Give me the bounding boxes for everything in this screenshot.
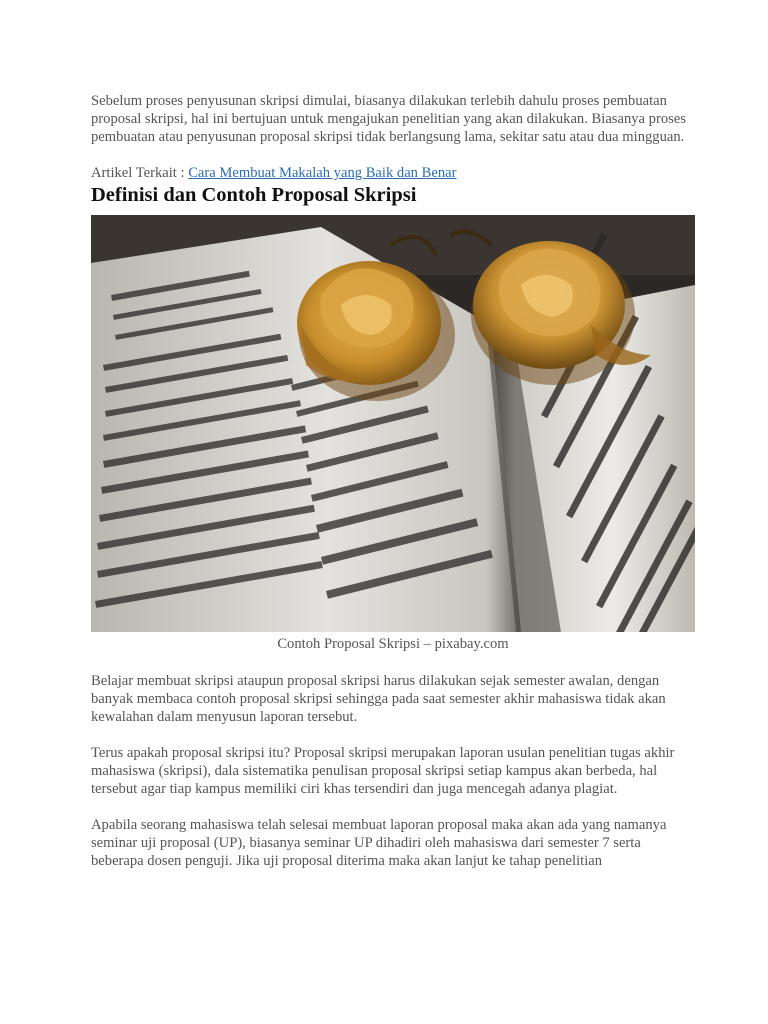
document-page [91, 92, 695, 870]
image-caption: Contoh Proposal Skripsi – pixabay.com [277, 636, 509, 652]
paragraph-1: Belajar membuat skripsi ataupun proposal skripsi harus dilakukan sejak semester awalan, dengan banyak membaca contoh proposal skripsi sehingga pada saat semester akhir mahasiswa tidak akan kewalahan dalam menyusun laporan tersebut. [91, 673, 666, 725]
paragraph-2: Terus apakah proposal skripsi itu? Proposal skripsi merupakan laporan usulan penelitian tugas akhir mahasiswa (skripsi), dala sistematika penulisan proposal skripsi setiap kampus akan berbeda, hal tersebut agar tiap kampus memiliki ciri khas tersendiri dan juga mencegah adanya plagiat. [91, 745, 675, 797]
section-heading: Definisi dan Contoh Proposal Skripsi [91, 184, 417, 206]
paragraph-3: Apabila seorang mahasiswa telah selesai membuat laporan proposal maka akan ada yang namanya seminar uji proposal (UP), biasanya seminar UP dihadiri oleh mahasiswa dari semester 7 serta beberapa dosen penguji. Jika uji proposal diterima maka akan lanjut ke tahap penelitian [91, 817, 667, 869]
book-roses-image [91, 215, 695, 632]
related-article-link[interactable]: Cara Membuat Makalah yang Baik dan Benar [188, 165, 457, 181]
related-article-prefix: Artikel Terkait : [91, 165, 189, 181]
intro-paragraph: Sebelum proses penyusunan skripsi dimulai, biasanya dilakukan terlebih dahulu proses pembuatan proposal skripsi, hal ini bertujuan untuk mengajukan penelitian yang akan dilakukan. Biasanya proses pembuatan atau penyusunan proposal skripsi tidak berlangsung lama, sekitar satu atau dua mingguan. [91, 93, 686, 145]
related-article [91, 164, 695, 182]
